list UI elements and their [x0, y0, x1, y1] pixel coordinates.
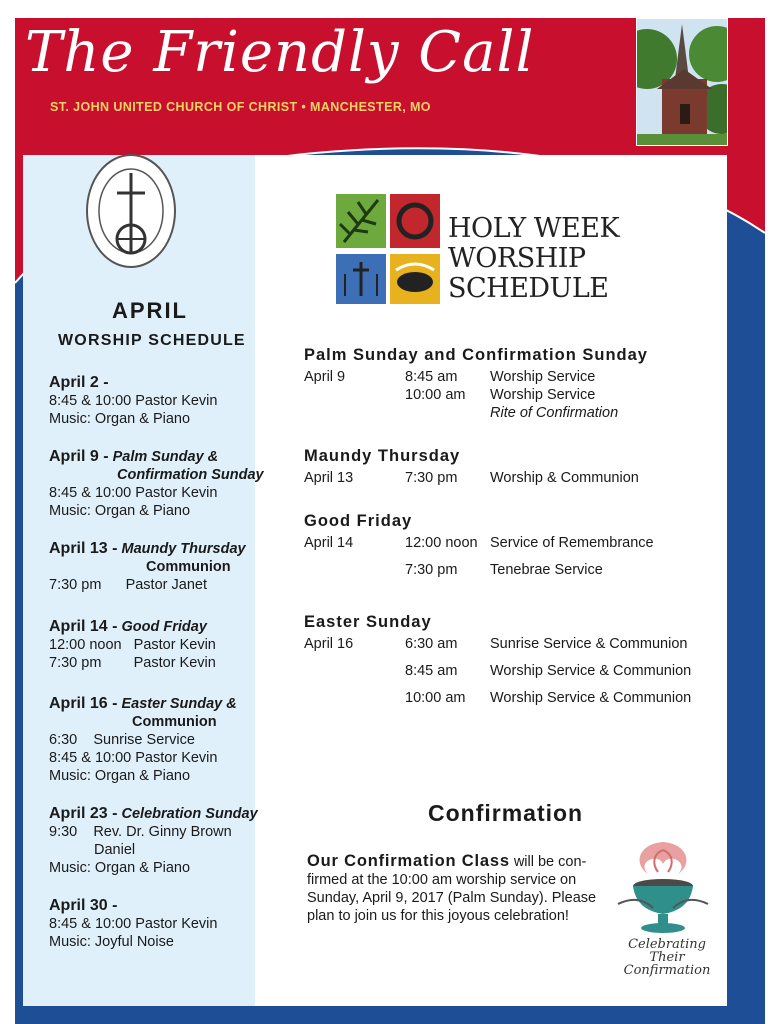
- schedule-entry-april-2: [49, 374, 217, 428]
- chalice-icon: [608, 834, 718, 938]
- entry-occasion: Easter Sunday &: [121, 696, 237, 712]
- row-description: Tenebrae Service: [490, 562, 603, 578]
- schedule-entry-april-9: [49, 448, 264, 520]
- row-description: Rite of Confirmation: [490, 405, 619, 421]
- schedule-entry-april-14: [49, 618, 216, 672]
- holy-week-title: [448, 214, 619, 304]
- entry-line: Daniel: [94, 842, 136, 858]
- row-date: April 13: [304, 470, 354, 486]
- entry-line: Music: Organ & Piano: [49, 411, 191, 427]
- entry-date: April 9 -: [49, 448, 109, 465]
- celebrating-caption: [612, 938, 722, 977]
- row-description: Worship & Communion: [490, 470, 639, 486]
- section-title-easter-sunday: Easter Sunday: [304, 613, 432, 631]
- schedule-entry-april-23: [49, 805, 258, 877]
- entry-line: 12:00 noon Pastor Kevin: [49, 637, 216, 653]
- row-time: 6:30 am: [405, 636, 458, 652]
- holy-week-line2: WORSHIP: [448, 243, 586, 274]
- entry-occasion: Maundy Thursday: [121, 541, 246, 557]
- row-description: Worship Service: [490, 369, 596, 385]
- row-description: Service of Remembrance: [490, 535, 654, 551]
- entry-line: 9:30 Rev. Dr. Ginny Brown: [49, 824, 232, 840]
- section-title-good-friday: Good Friday: [304, 512, 413, 530]
- row-time: 7:30 pm: [405, 562, 458, 578]
- entry-date: April 13 -: [49, 540, 118, 557]
- church-photo: [636, 18, 728, 146]
- entry-occasion: Palm Sunday &: [112, 449, 219, 465]
- entry-occasion-cont: Communion: [132, 714, 217, 730]
- celebrating-line2: Confirmation: [623, 963, 711, 978]
- holy-week-logo-icon: [330, 174, 445, 306]
- entry-occasion-cont: Communion: [146, 559, 231, 575]
- confirmation-text: will be con-: [509, 854, 587, 870]
- entry-occasion: Good Friday: [121, 619, 207, 635]
- masthead-title: The Friendly Call: [25, 20, 535, 85]
- entry-line: Music: Organ & Piano: [49, 503, 191, 519]
- entry-occasion-cont: Confirmation Sunday: [117, 467, 264, 483]
- row-time: 10:00 am: [405, 387, 466, 403]
- section-title-maundy-thursday: Maundy Thursday: [304, 447, 461, 465]
- celebrating-line1: Celebrating Their: [628, 937, 706, 965]
- holy-week-line1: HOLY WEEK: [448, 213, 620, 244]
- confirmation-lead: Our Confirmation Class: [307, 852, 510, 870]
- entry-line: 7:30 pm Pastor Janet: [49, 577, 207, 593]
- confirmation-text: firmed at the 10:00 am worship service on: [307, 872, 577, 888]
- confirmation-title: Confirmation: [428, 800, 584, 826]
- confirmation-text: Sunday, April 9, 2017 (Palm Sunday). Please: [307, 890, 597, 906]
- entry-date: April 16 -: [49, 695, 118, 712]
- sidebar-subheading: WORSHIP SCHEDULE: [58, 332, 246, 349]
- sidebar-heading: APRIL: [112, 298, 188, 323]
- row-description: Worship Service: [490, 387, 596, 403]
- section-title-palm-sunday: Palm Sunday and Confirmation Sunday: [304, 346, 648, 364]
- entry-line: Music: Organ & Piano: [49, 768, 191, 784]
- row-date: April 16: [304, 636, 354, 652]
- entry-line: 8:45 & 10:00 Pastor Kevin: [49, 750, 218, 766]
- masthead-subtitle: ST. JOHN UNITED CHURCH OF CHRIST • MANCHESTER, MO: [50, 100, 431, 114]
- entry-line: Music: Organ & Piano: [49, 860, 191, 876]
- entry-date: April 14 -: [49, 618, 118, 635]
- entry-date: April 2 -: [49, 374, 109, 391]
- row-time: 10:00 am: [405, 690, 466, 706]
- schedule-entry-april-13: [49, 540, 246, 594]
- row-time: 7:30 pm: [405, 470, 458, 486]
- row-time: 12:00 noon: [405, 535, 478, 551]
- entry-line: 8:45 & 10:00 Pastor Kevin: [49, 485, 218, 501]
- entry-occasion: Celebration Sunday: [121, 806, 258, 822]
- row-time: 8:45 am: [405, 663, 458, 679]
- entry-line: Music: Joyful Noise: [49, 934, 174, 950]
- row-date: April 14: [304, 535, 354, 551]
- row-time: 8:45 am: [405, 369, 458, 385]
- schedule-entry-april-30: [49, 897, 217, 951]
- row-description: Sunrise Service & Communion: [490, 636, 688, 652]
- confirmation-text: plan to join us for this joyous celebration!: [307, 908, 569, 924]
- ucc-logo-icon: [73, 151, 189, 271]
- row-description: Worship Service & Communion: [490, 690, 692, 706]
- entry-date: April 23 -: [49, 805, 118, 822]
- entry-line: 8:45 & 10:00 Pastor Kevin: [49, 916, 218, 932]
- entry-line: 8:45 & 10:00 Pastor Kevin: [49, 393, 218, 409]
- row-date: April 9: [304, 369, 346, 385]
- row-description: Worship Service & Communion: [490, 663, 692, 679]
- entry-line: 6:30 Sunrise Service: [49, 732, 195, 748]
- confirmation-body: [307, 852, 617, 925]
- schedule-entry-april-16: [49, 695, 237, 785]
- holy-week-line3: SCHEDULE: [448, 273, 609, 304]
- entry-date: April 30 -: [49, 897, 118, 914]
- entry-line: 7:30 pm Pastor Kevin: [49, 655, 216, 671]
